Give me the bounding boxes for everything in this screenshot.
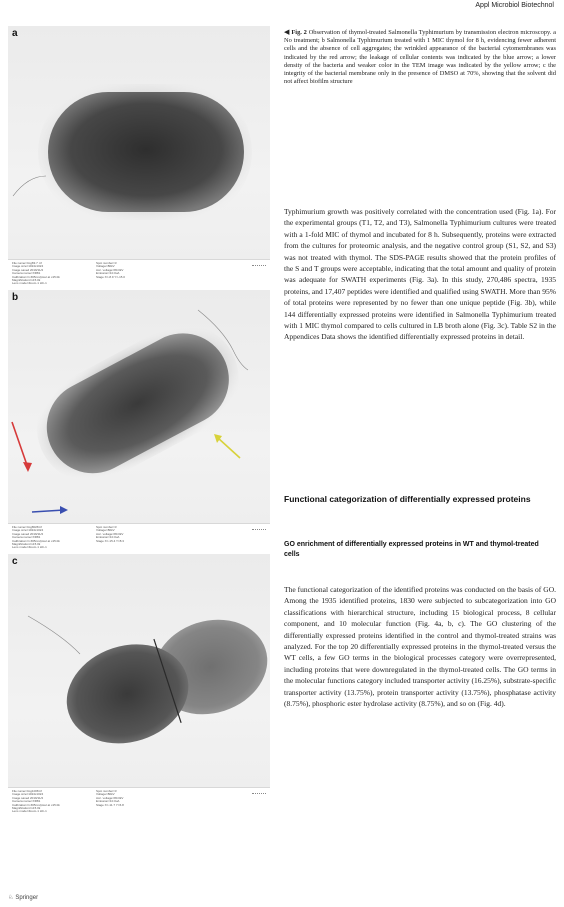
caption-text: Observation of thymol-treated Salmonella Typhimurium by transmission electron microscopy. a No treatment; b Salmonella Typhimurium treated with 1 MIC thymol for 8 h, evidencing fewer adherent cells and the absence of cell aggregates; the wrinkled appearance of the bacterial cytomembranes was indicated by the red arrow; the leakage of cellular contents was indicated by the blue arrow; a lower density of the bacteria and weaker color in the TEM image was indicated by the yellow arrow; c the integrity of the bacterial membrane only in the presence of DMSO at 70%, showing that the solvent did not affect biofilm structure xyxy=(284,29,556,86)
meta-line: Acc. voltage=80.0kV xyxy=(96,531,124,536)
scale-bar xyxy=(252,526,266,530)
meta-line: Stage X=-11.7 Y=6.8 xyxy=(96,802,124,807)
meta-line: Magnification=x15.0k xyxy=(12,278,41,283)
panel-label: c xyxy=(12,556,18,567)
panel-label: b xyxy=(12,292,19,303)
blue-arrow xyxy=(32,510,64,512)
caption-label: Fig. 2 xyxy=(291,29,307,36)
meta-line: File name=Img83.7 .tif xyxy=(12,261,42,265)
meta-line: Emission=10.0uA xyxy=(96,535,120,540)
meta-line: Stage X=-8.9 Y=-15.0 xyxy=(96,274,125,279)
sub-heading: GO enrichment of differentially expressed proteins in WT and thymol-treated cells xyxy=(284,541,539,558)
meta-line: Lens mode=Zoom-1 HC-1 xyxy=(12,281,47,284)
meta-line: Calibration=1.665nm/pixel at x15.0k xyxy=(12,274,60,279)
meta-line: Voltage=80kV xyxy=(96,264,115,269)
flagellum xyxy=(28,616,80,654)
meta-line: Magnification=x15.0k xyxy=(12,806,41,811)
tem-image-b xyxy=(8,290,270,524)
tem-panel-c xyxy=(8,554,270,812)
meta-line: Camera name=XR81 xyxy=(12,271,41,276)
meta-line: Voltage=80kV xyxy=(96,792,115,797)
tem-metadata xyxy=(8,259,270,284)
meta-line: Acc. voltage=80.0kV xyxy=(96,795,124,800)
meta-line: Spot number=3 xyxy=(96,261,117,265)
meta-line: Camera name=XR81 xyxy=(12,535,41,540)
yellow-arrow xyxy=(218,438,240,458)
meta-line: Image size=1024x1024 xyxy=(12,264,44,269)
scale-bar xyxy=(252,790,266,794)
meta-line: Camera name=XR81 xyxy=(12,799,41,804)
meta-line: Image saved 2019/11/2 xyxy=(12,531,44,536)
scale-bar xyxy=(252,262,266,266)
yellow-arrow-head xyxy=(214,434,222,443)
meta-line: Image saved 2019/11/2 xyxy=(12,267,44,272)
blue-arrow-head xyxy=(60,506,68,514)
meta-line: Emission=10.0uA xyxy=(96,799,120,804)
tem-panel-a xyxy=(8,26,270,284)
meta-line: Image size=1024x1024 xyxy=(12,792,44,797)
meta-line: Emission=10.0uA xyxy=(96,271,120,276)
red-arrow xyxy=(12,422,28,468)
panel-label: a xyxy=(12,28,18,39)
tem-metadata xyxy=(8,523,270,548)
caption-marker-icon: ◀ xyxy=(284,28,290,36)
red-arrow-head xyxy=(23,462,32,472)
meta-line: Image saved 2019/11/2 xyxy=(12,795,44,800)
running-head: Appl Microbiol Biotechnol xyxy=(475,2,554,9)
meta-line: Calibration=1.665nm/pixel at x15.0k xyxy=(12,802,60,807)
body-paragraph: Typhimurium growth was positively correlated with the concentration used (Fig. 1a). For the experimental groups (T1, T2, and T3), Salmonella Typhimurium cultures were treated with a 1-fold MIC of thymol and incubated for 8 h. Subsequently, proteins were extracted from the cultures for proteomic analysis, and the negative control group (S1, S2, and S3) was not treated with thymol. The SDS-PAGE results showed that the protein profiles of the S and T groups were acceptable, indicating that the total amount and quality of protein was adequate for SWATH experiments (Fig. 3a). In this study, 270,486 spectra, 1935 proteins, and 17,407 peptides were identified and qualified using SWATH. More than 95% of total proteins were represented by no fewer than one unique peptide (Fig. 3b), while 144 differentially expressed proteins were identified in Salmonella Typhimurium treated with 1 MIC thymol compared to cells cultured in LB broth alone (Fig. 3c). Table S2 in the Appendices Data shows the identified differentially expressed proteins in detail. xyxy=(284,207,556,342)
tem-image-a xyxy=(8,26,270,260)
meta-line: Lens mode=Zoom-1 HC-1 xyxy=(12,809,47,812)
meta-line: Magnification=x15.0k xyxy=(12,542,41,547)
meta-line: Spot number=3 xyxy=(96,525,117,529)
flagellum xyxy=(13,176,46,196)
section-heading: Functional categorization of differentially expressed proteins xyxy=(284,494,531,504)
meta-line: File name=Img8028.tif xyxy=(12,525,42,529)
meta-line: Spot number=3 xyxy=(96,789,117,793)
footer xyxy=(8,894,38,901)
meta-line: Stage X=-15.4 Y=8.3 xyxy=(96,538,124,543)
meta-line: Voltage=80kV xyxy=(96,528,115,533)
tem-image-c xyxy=(8,554,270,788)
bacterium-cell xyxy=(48,92,244,212)
springer-horse-icon: ♘ xyxy=(8,895,14,901)
tem-metadata xyxy=(8,787,270,812)
body-paragraph: The functional categorization of the identified proteins was conducted on the basis of GO. Among the 1935 identified proteins, 1830 were subjected to subcategorization into GO classifications with hierarchical structure, including 15 biological process, 8 cellular component, and 10 molecular function (Fig. 4a, b, c). The GO clustering of the differentially expressed proteins identified in the control and thymol-treated strains was analyzed. For the top 20 differentially expressed proteins in the thymol-treated versus the WT cells, a few GO terms in the biological processes category were overrepresented, including proteins that were downregulated in the thymol-treated cells. The GO terms in the molecular functions category included transporter activity (16.25%), substrate-specific transporter activity (13.75%), protein transporter activity (13.75%), phosphatase activity (8.75%), phosphoric ester hydrolase activity (8.75%), and so on (Fig. 4d). xyxy=(284,585,556,709)
tem-panel-b xyxy=(8,290,270,548)
meta-line: Image size=1024x1024 xyxy=(12,528,44,533)
meta-line: Acc. voltage=80.0kV xyxy=(96,267,124,272)
meta-line: File name=Img1008.tif xyxy=(12,789,42,793)
meta-line: Calibration=1.665nm/pixel at x15.0k xyxy=(12,538,60,543)
publisher-name: Springer xyxy=(15,895,39,901)
figure-caption xyxy=(284,28,556,86)
meta-line: Lens mode=Zoom-1 HC-1 xyxy=(12,545,47,548)
